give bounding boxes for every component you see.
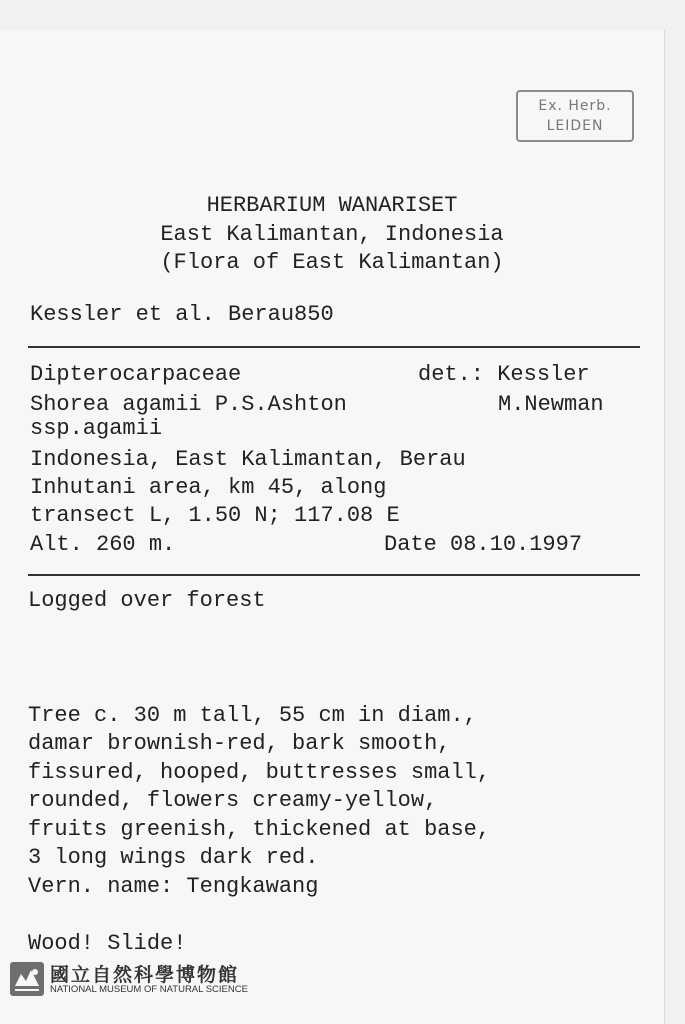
flora-line: (Flora of East Kalimantan) xyxy=(160,250,504,275)
divider-top xyxy=(28,346,640,348)
description-line: Tree c. 30 m tall, 55 cm in diam., xyxy=(28,703,477,728)
region-line: East Kalimantan, Indonesia xyxy=(160,222,504,247)
stamp-line1: Ex. Herb. xyxy=(538,98,612,114)
note: Wood! Slide! xyxy=(28,931,187,956)
family-name: Dipterocarpaceae xyxy=(30,362,242,387)
divider-bottom xyxy=(28,574,640,576)
altitude: Alt. 260 m. xyxy=(30,532,176,557)
description-line: damar brownish-red, bark smooth, xyxy=(28,731,451,756)
herbarium-title: HERBARIUM WANARISET xyxy=(206,193,458,218)
determiner-name: M.Newman xyxy=(498,392,604,417)
herbarium-stamp xyxy=(516,90,634,142)
collector-number: Kessler et al. Berau850 xyxy=(30,302,334,327)
institution-name-en: NATIONAL MUSEUM OF NATURAL SCIENCE xyxy=(50,984,248,995)
institution-logo xyxy=(10,962,270,1000)
museum-logo-icon xyxy=(10,962,44,996)
description-line: Vern. name: Tengkawang xyxy=(28,874,319,899)
locality-line1: Indonesia, East Kalimantan, Berau xyxy=(30,447,466,472)
description-line: fissured, hooped, buttresses small, xyxy=(28,760,491,785)
locality-line2: Inhutani area, km 45, along xyxy=(30,475,387,500)
locality-line3: transect L, 1.50 N; 117.08 E xyxy=(30,503,400,528)
description-line: fruits greenish, thickened at base, xyxy=(28,817,491,842)
stamp-line2: LEIDEN xyxy=(546,118,604,134)
description-line: rounded, flowers creamy-yellow, xyxy=(28,788,438,813)
determination: det.: Kessler xyxy=(418,362,590,387)
habitat: Logged over forest xyxy=(28,588,266,613)
collection-date: Date 08.10.1997 xyxy=(384,532,583,557)
institution-name-zh: 國立自然科學博物館 xyxy=(50,964,240,986)
description-line: 3 long wings dark red. xyxy=(28,845,319,870)
subspecies-name: ssp.agamii xyxy=(30,416,163,441)
label-sheet xyxy=(0,30,665,1024)
species-name: Shorea agamii P.S.Ashton xyxy=(30,392,347,417)
